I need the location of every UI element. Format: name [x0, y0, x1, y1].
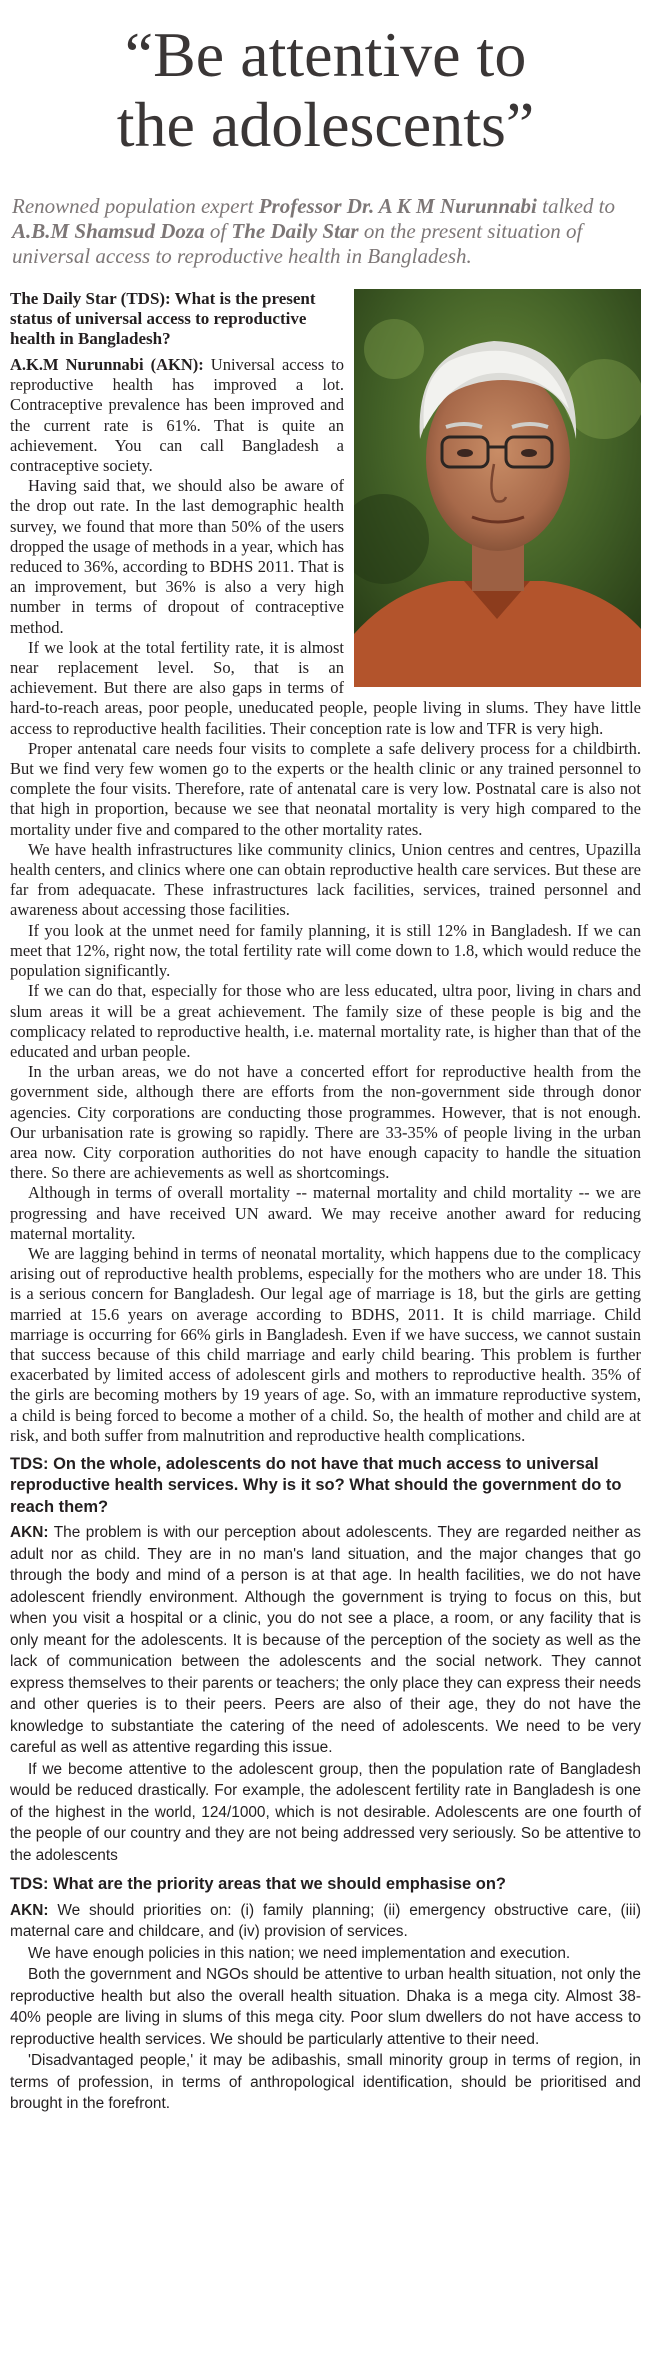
answer-1-paragraph: If we can do that, especially for those who are less educated, ultra poor, living in chars and slum areas it will be a great achievement. The family size of these people is big and the complicacy related to reproductive health, i.e. maternal mortality rate, is higher than that of the educated and urban people. — [10, 981, 641, 1061]
answer-1-paragraph: If we look at the total fertility rate, it is almost near replacement level. So, that is an achievement. But there are also gaps in terms of hard-to-reach areas, poor people, uneducated people, people living in slums. They have little access to reproductive health facilities. Their conception rate is low and TFR is very high. — [10, 637, 641, 738]
portrait-illustration — [354, 289, 641, 687]
intro-standfirst — [10, 194, 641, 269]
intro-text: on the present situation of universal access to reproductive health in Bangladesh. — [12, 219, 583, 268]
newspaper-name: The Daily Star — [231, 219, 359, 243]
headline-line-1: “Be attentive to — [124, 19, 527, 90]
answer-1-paragraph: If you look at the unmet need for family planning, it is still 12% in Bangladesh. If we can meet that 12%, right now, the total fertility rate will come down to 1.8, which would reduce the population significantly. — [10, 920, 641, 981]
answer-1-paragraph: We are lagging behind in terms of neonatal mortality, which happens due to the complicacy arising out of reproductive health problems, especially for the mothers who are under 18. This is a serious concern for Bangladesh. Our legal age of marriage is 18, but the girls are getting married at 15.6 years on average according to BDHS, 2011. It is child marriage. Child marriage is occurring for 66% girls in Bangladesh. Even if we have success, we cannot sustain that success because of this child marriage and early child bearing. This problem is further exacerbated by limited access of adolescent girls and mothers to reproductive health. 35% of the girls are becoming mothers by 19 years of age. So, with an immature reproductive system, a child is being forced to become a mother of a child. So, the health of mother and child are at risk, and both suffer from malnutrition and reproductive health complications. — [10, 1243, 641, 1445]
answer-1-paragraph: Although in terms of overall mortality -- maternal mortality and child mortality -- we are progressing and have received UN award. We may receive another award for reducing maternal mortality. — [10, 1183, 641, 1243]
answer-text: We should priorities on: (i) family planning; (ii) emergency obstructive care, (iii) maternal care and childcare, and (iv) provision of services. — [10, 1901, 641, 1941]
portrait-photo — [354, 289, 641, 687]
answer-text: The problem is with our perception about adolescents. They are regarded neither as adult nor as child. They are in no man's land situation, and the major changes that go through the body and mind of a person is at that age. In health facilities, we do not have adolescent friendly environment. Although the government is trying to focus on this, but when you visit a hospital or a clinic, you do not see a place, a room, or any facility that is only meant for the adolescents. It is because of the perception of the society as well as the lack of communication between the adolescents and the social network. They cannot express themselves to their parents or teachers; the only place they can express their needs and other queries is to their peers. Peers are also of their age, they do not have the knowledge to substantiate the catering of the need of adolescents. We need to be very careful as well as attentive regarding this issue. — [10, 1524, 641, 1757]
expert-name: Professor Dr. A K M Nurunnabi — [258, 194, 537, 218]
interviewer-name: A.B.M Shamsud Doza — [12, 219, 205, 243]
answer-text: Universal access to reproductive health has improved a lot. Contraceptive prevalence has been improved and the current rate is 61%. That is quite an achievement. You can call Bangladesh a contraceptive society. — [10, 355, 344, 476]
answer-3-paragraph — [10, 1900, 641, 1943]
question-1: The Daily Star (TDS): What is the present status of universal access to reproductive health in Bangladesh? — [10, 289, 316, 348]
answer-3-paragraph: We have enough policies in this nation; we need implementation and execution. — [28, 1944, 571, 1962]
intro-text: of — [204, 219, 232, 243]
answer-1-paragraph: In the urban areas, we do not have a concerted effort for reproductive health from the government side, although there are efforts from the non-government side through donor agencies. City corporations are conducting those programmes. However, that is not enough. Our urbanisation rate is growing so rapidly. There are 33-35% of people living in the urban area now. City corporation authorities do not have enough capacity to handle the situation there. So there are achievements as well as shortcomings. — [10, 1062, 641, 1183]
answer-1-paragraph: Having said that, we should also be aware of the drop out rate. In the last demographic health survey, we found that more than 50% of the users dropped the usage of methods in a year, which has reduced to 36%, according to BDHS 2011. That is an improvement, but 36% is also a very high number in terms of dropout of contraceptive method. — [10, 476, 344, 637]
answer-2-paragraph: If we become attentive to the adolescent group, then the population rate of Bangladesh would be reduced drastically. For example, the adolescent fertility rate in Bangladesh is one of the highest in the world, 124/1000, which is not desirable. Adolescents are one fourth of the people of our country and they are not being addressed very seriously. So be attentive to the adolescents — [10, 1760, 641, 1864]
answer-3-paragraph: Both the government and NGOs should be attentive to urban health situation, not only the reproductive health but also the overall health situation. Dhaka is a mega city. Almost 38-40% people are living in slums of this mega city. Poor slum dwellers do not have access to reproductive health services. We should be particularly attentive to their need. — [10, 1966, 641, 2048]
answer-2-paragraph — [10, 1522, 641, 1759]
answer-1-paragraph: Proper antenatal care needs four visits to complete a safe delivery process for a childbirth. But we find very few women go to the experts or the health clinic or any trained personnel to complete the four visits. Therefore, rate of antenatal care is very low. Postnatal care is also not that high in proportion, because we see that neonatal mortality is very high compared to the mortality under five and compared to the other mortality rates. — [10, 738, 641, 839]
article-body — [10, 289, 641, 2115]
intro-text: Renowned population expert — [12, 194, 259, 218]
speaker-label: AKN: — [10, 1524, 49, 1542]
headline-line-2: the adolescents” — [116, 89, 535, 160]
speaker-label: A.K.M Nurunnabi (AKN): — [10, 355, 204, 374]
question-3: TDS: What are the priority areas that we should emphasise on? — [10, 1875, 507, 1894]
headline — [10, 20, 641, 160]
article-page — [0, 20, 651, 2371]
answer-1-paragraph: We have health infrastructures like community clinics, Union centres and centres, Upazilla health centers, and clinics where one can obtain reproductive health care services. But these are far from adequacate. These infrastructures lack facilities, services, trained personnel and awareness about accessing those facilities. — [10, 839, 641, 920]
intro-text: talked to — [536, 194, 616, 218]
speaker-label: AKN: — [10, 1901, 49, 1919]
question-2: TDS: On the whole, adolescents do not have that much access to universal reproductive health services. Why is it so? What should the government do to reach them? — [10, 1454, 622, 1516]
answer-3-paragraph: 'Disadvantaged people,' it may be adibashis, small minority group in terms of region, in terms of profession, in terms of anthropological identification, should be prioritised and brought in the forefront. — [10, 2052, 641, 2113]
